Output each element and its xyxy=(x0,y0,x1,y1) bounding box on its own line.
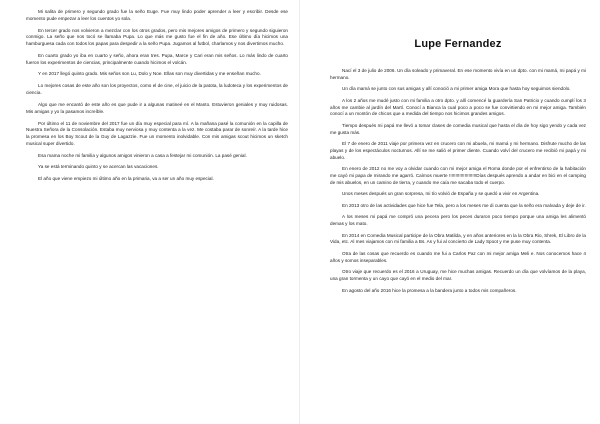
paragraph: En enero de 2012 no me voy a olvidar cuando con mi mejor amiga el Roma donde por el enfrentirso de la habitación me cayó mi papa de mirando me agarró. Caímos muerte !!!!!!!!!!!!!!!!!!!!!Días después aprendo a andar en bici en el camping de mis abuelos, en un camino de tierra, y cuando me caía me sacaba todo el cuerpo. xyxy=(330,166,586,185)
paragraph: Otra de las cosas que recuerdo es cuando me fui a Carlos Paz con mi mejor amiga Meli e. Nos conocemos hace 4 años y somos inseparables. xyxy=(330,250,586,263)
paragraph: En 2013 otro de las actividades que hice fue Tela, pero a los meses me di cuenta que la seño era malvada y deje de ir. xyxy=(342,202,586,208)
right-page xyxy=(300,0,600,424)
paragraph: Otro viaje que recuerdo es el 2016 a Uruguay, me hice muchas amigas. Recuerdo un día que volvíamos de la playa, una gran tormenta y un cayo que cayó en el medio del mar. xyxy=(330,269,586,281)
paragraph: En cuarto grado yo iba en cuarto y seño, ahora eran tres. Pupa, Marce y Cari eran mis seños. Lo más lindo de cuarto fueron los experimentos de ciencias, principalmente cuando hicimos el volcán. xyxy=(26,52,288,65)
page-title: Lupe Fernandez xyxy=(414,38,502,50)
paragraph: Por último el 11 de noviembre del 2017 fue un día muy especial para mí. A la mañana pasé la comunión en la capilla de Nuestra Señora de la Consolación. Estaba muy nerviosa y muy contenta a la vez. Me costaba parar de sonreír. A la tarde hice la promesa en los Boy Scout de la Guy de Lagazzie. Fue un momento inolvidable. Con mis amigas scout hicimos un sketch musical super divertido. xyxy=(26,120,288,146)
paragraph: A los 2 años me mudé justo con mi familia a otro dpto. y allí comencé la guardería San Patricio y cuando cumplí los 3 años me cambie al jardín del Martí. Conocí a Bianca la cual poco a poco se fue convirtiendo en mi mejor amiga. También conocí a un montón de chicos que a medida del tiempo nos hicimos grandes amigos. xyxy=(330,97,586,117)
paragraph: El año que viene empiezo mi último año en la primaria, va a ser un año muy especial. xyxy=(38,176,214,182)
paragraph: Mi salita de primero y segundo grado fue la seño Euge. Fue muy lindo poder aprender a leer y escribir. Desde ese momento pude empezar a leer los cuentos yo sola. xyxy=(26,9,288,21)
paragraph: El 7 de enero de 2011 viaje por primera vez en crucero con mi abuela, mi mamá y mi hermano. Disfrute mucho de las playas y de los espectáculos nocturnos. Allí se me salió el primer diente. Cuando volví del crucero me recibió mi papá y mi abuelo. xyxy=(330,141,586,160)
paragraph: Nací el 3 de julio de 2006. Un día soleado y primaveral. En ese momento vivía en un dpto. con mi mamá, mi papá y mi hermano. xyxy=(330,68,586,80)
paragraph: Ya se está terminando quinto y se acercan las vacaciones. xyxy=(38,164,159,170)
paragraph: Esa mama noche mi familia y algunos amigos vinieron a casa a festejar mi comunión. La pasé genial. xyxy=(38,152,247,158)
paragraph: Algo que me encantó de este año es que pude ir a algunas matineé en el Manto. Estuvieron geniales y muy ruidosas. Mis amigas y yo la pasamos increíble. xyxy=(26,101,288,114)
paragraph: En 2014 en Comedia Musical participe de la Obra Matilda, y en años anteriores en la la Obra Rio, Shrek, El Libro de la Vida, etc. Al mes viajamos con mi familia a Bs. As y fui al concierto de Lady Spoot y me puse muy contenta. xyxy=(330,232,586,245)
paragraph: A los meses mi papá me compró una pecera pero los peces duraron poco tiempo porque una amiga les alimentó demas y los mato. xyxy=(330,214,586,227)
paragraph: En agosto del año 2016 hice la promesa a la bandera junto a todos mis compañeros. xyxy=(342,287,517,293)
paragraph: En tercer grado nos volvieron a mezclar con los otros grados, pero mis mejores amigos de primero y segundo siguieron conmigo. La seño que nos tocó se llamaba Pupa. Lo que más me gusto fue el fin de año. Ese último día hicimos una hamburguesa cada con todos los papas para despedir a la seño Pupa. Jugamos al futbol, charlamos y nos divertimos mucho. xyxy=(26,27,288,46)
paragraph: Un día mamá se junto con sus amigas y allí conoció a mi primer amiga Mora que hasta hoy seguimos siendolo. xyxy=(342,86,571,92)
paragraph: Unos meses después un gran sorpresa, mi tío volvió de España y se quedó a vivir en Argentina. xyxy=(342,191,540,197)
paragraph: Lo mejores cosas de este año son los proyectos, como el de cine, el juicio de la patota, la ludoteca y los experimentos de ciencia. xyxy=(26,83,288,96)
paragraph: Tiempo después mi papá me llevó a tomar clases de comedia musical que hasta el día de hoy sigo yendo y cada vez me gusta más. xyxy=(330,122,586,135)
paragraph: Y en 2017 llegó quinto grado. Mis seños son Lu, Dolo y Noe. Ellas son muy divertidas y me enseñan mucho. xyxy=(38,71,261,77)
